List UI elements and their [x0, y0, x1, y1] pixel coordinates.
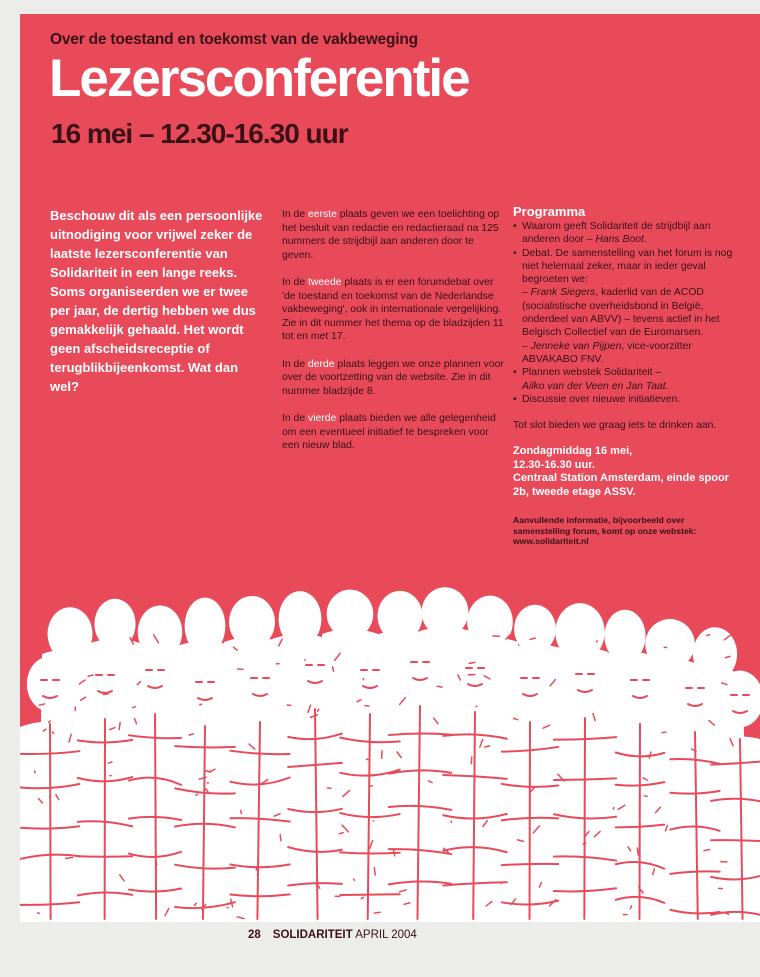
purpose-column [282, 208, 506, 466]
red-panel [20, 14, 760, 922]
list-item: • Waarom geeft Solidariteit de strijdbijl aan anderen door – Hans Boot. [513, 220, 738, 247]
page-title: Lezersconferentie [49, 49, 469, 108]
intro-paragraph: Beschouw dit als een persoonlijke uitnodiging voor vrijwel zeker de laatste lezersconferentie van Solidariteit in een lange reeks. Soms organiseerden we er twee per jaar, de dertig hebben we dus gemakkelijk gehaald. Het wordt geen afscheidsreceptie of terugblikbijeenkomst. Wat dan wel? [50, 208, 263, 394]
list-item: • Plannen webstek Solidariteit – Ailko van der Veen en Jan Taat. [513, 366, 738, 393]
event-details [513, 445, 738, 499]
page-number: 28 [248, 929, 261, 941]
programma-list [513, 220, 738, 406]
event-location: Centraal Station Amsterdam, einde spoor 2b, tweede etage ASSV. [513, 472, 729, 498]
list-item: • Debat. De samenstelling van het forum is nog niet helemaal zeker, maar in ieder geval begroeten we: – Frank Siegers, kaderlid van de ACOD (socialistische overheidsbond in België, onderdeel van ABVV) – tevens actief in het Belgisch Collectief van de Euromarsen. – Jenneke van Pijpen, vice-voorzitter ABVAKABO FNV. [513, 247, 738, 367]
magazine-name: SOLIDARITEIT [272, 929, 353, 941]
crowd-woodcut-illustration [20, 574, 760, 922]
kicker-heading: Over de toestand en toekomst van de vakbeweging [50, 31, 418, 48]
programma-column [513, 204, 738, 547]
list-item: • Discussie over nieuwe initiatieven. [513, 393, 738, 406]
paragraph-second: In de tweede plaats is er een forumdebat over 'de toestand en toekomst van de Nederlandse vakbeweging', ook in internationale vergelijking. Zie in dit nummer het thema op de bladzijden 11 tot en met 17. [282, 276, 504, 343]
page-footer [248, 929, 417, 941]
date-time-heading: 16 mei – 12.30-16.30 uur [51, 118, 348, 149]
closing-text: Tot slot bieden we graag iets te drinken aan. [513, 420, 717, 432]
programma-heading: Programma [513, 204, 586, 219]
issue-date: APRIL 2004 [355, 929, 417, 941]
event-time: 12.30-16.30 uur. [513, 458, 595, 471]
additional-info: Aanvullende informatie, bijvoorbeeld over samenstelling forum, komt op onze webstek: www.solidariteit.nl [513, 515, 697, 547]
paragraph-fourth: In de vierde plaats bieden we alle gelegenheid om een eventueel initiatief te bespreken voor een nieuw blad. [282, 412, 496, 452]
paragraph-third: In de derde plaats leggen we onze plannen voor over de voortzetting van de website. Zie in dit nummer bladzijde 8. [282, 358, 504, 397]
paragraph-first: In de eerste plaats geven we een toelichting op het besluit van redactie en redactieraad na 125 nummers de strijdbijl aan anderen door te geven. [282, 209, 500, 261]
event-day: Zondagmiddag 16 mei, [513, 445, 633, 458]
